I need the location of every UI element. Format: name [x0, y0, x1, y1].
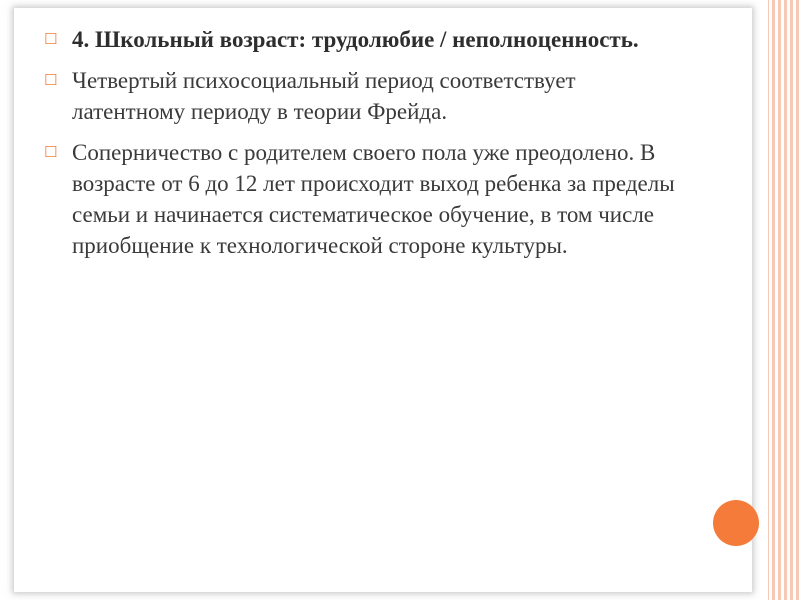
bullet-text: Соперничество с родителем своего пола уже преодолено. В возрасте от 6 до 12 лет происходит выход ребенка за пределы семьи и начинается систематическое обучение, в том числе приобщение к технологической стороне культуры. — [72, 140, 675, 258]
orange-circle-decoration — [713, 500, 759, 546]
bullet-item — [44, 137, 684, 261]
bullet-heading — [44, 24, 684, 55]
box-bullet-icon — [44, 71, 58, 89]
bullet-item — [44, 65, 684, 127]
bullet-text: 4. Школьный возраст: трудолюбие / неполноценность. — [72, 27, 639, 52]
box-bullet-icon — [44, 30, 58, 48]
decorative-stripes — [760, 0, 800, 600]
bullet-text: Четвертый психосоциальный период соответствует латентному периоду в теории Фрейда. — [72, 68, 576, 124]
box-bullet-icon — [44, 143, 58, 161]
slide-content — [44, 24, 684, 271]
